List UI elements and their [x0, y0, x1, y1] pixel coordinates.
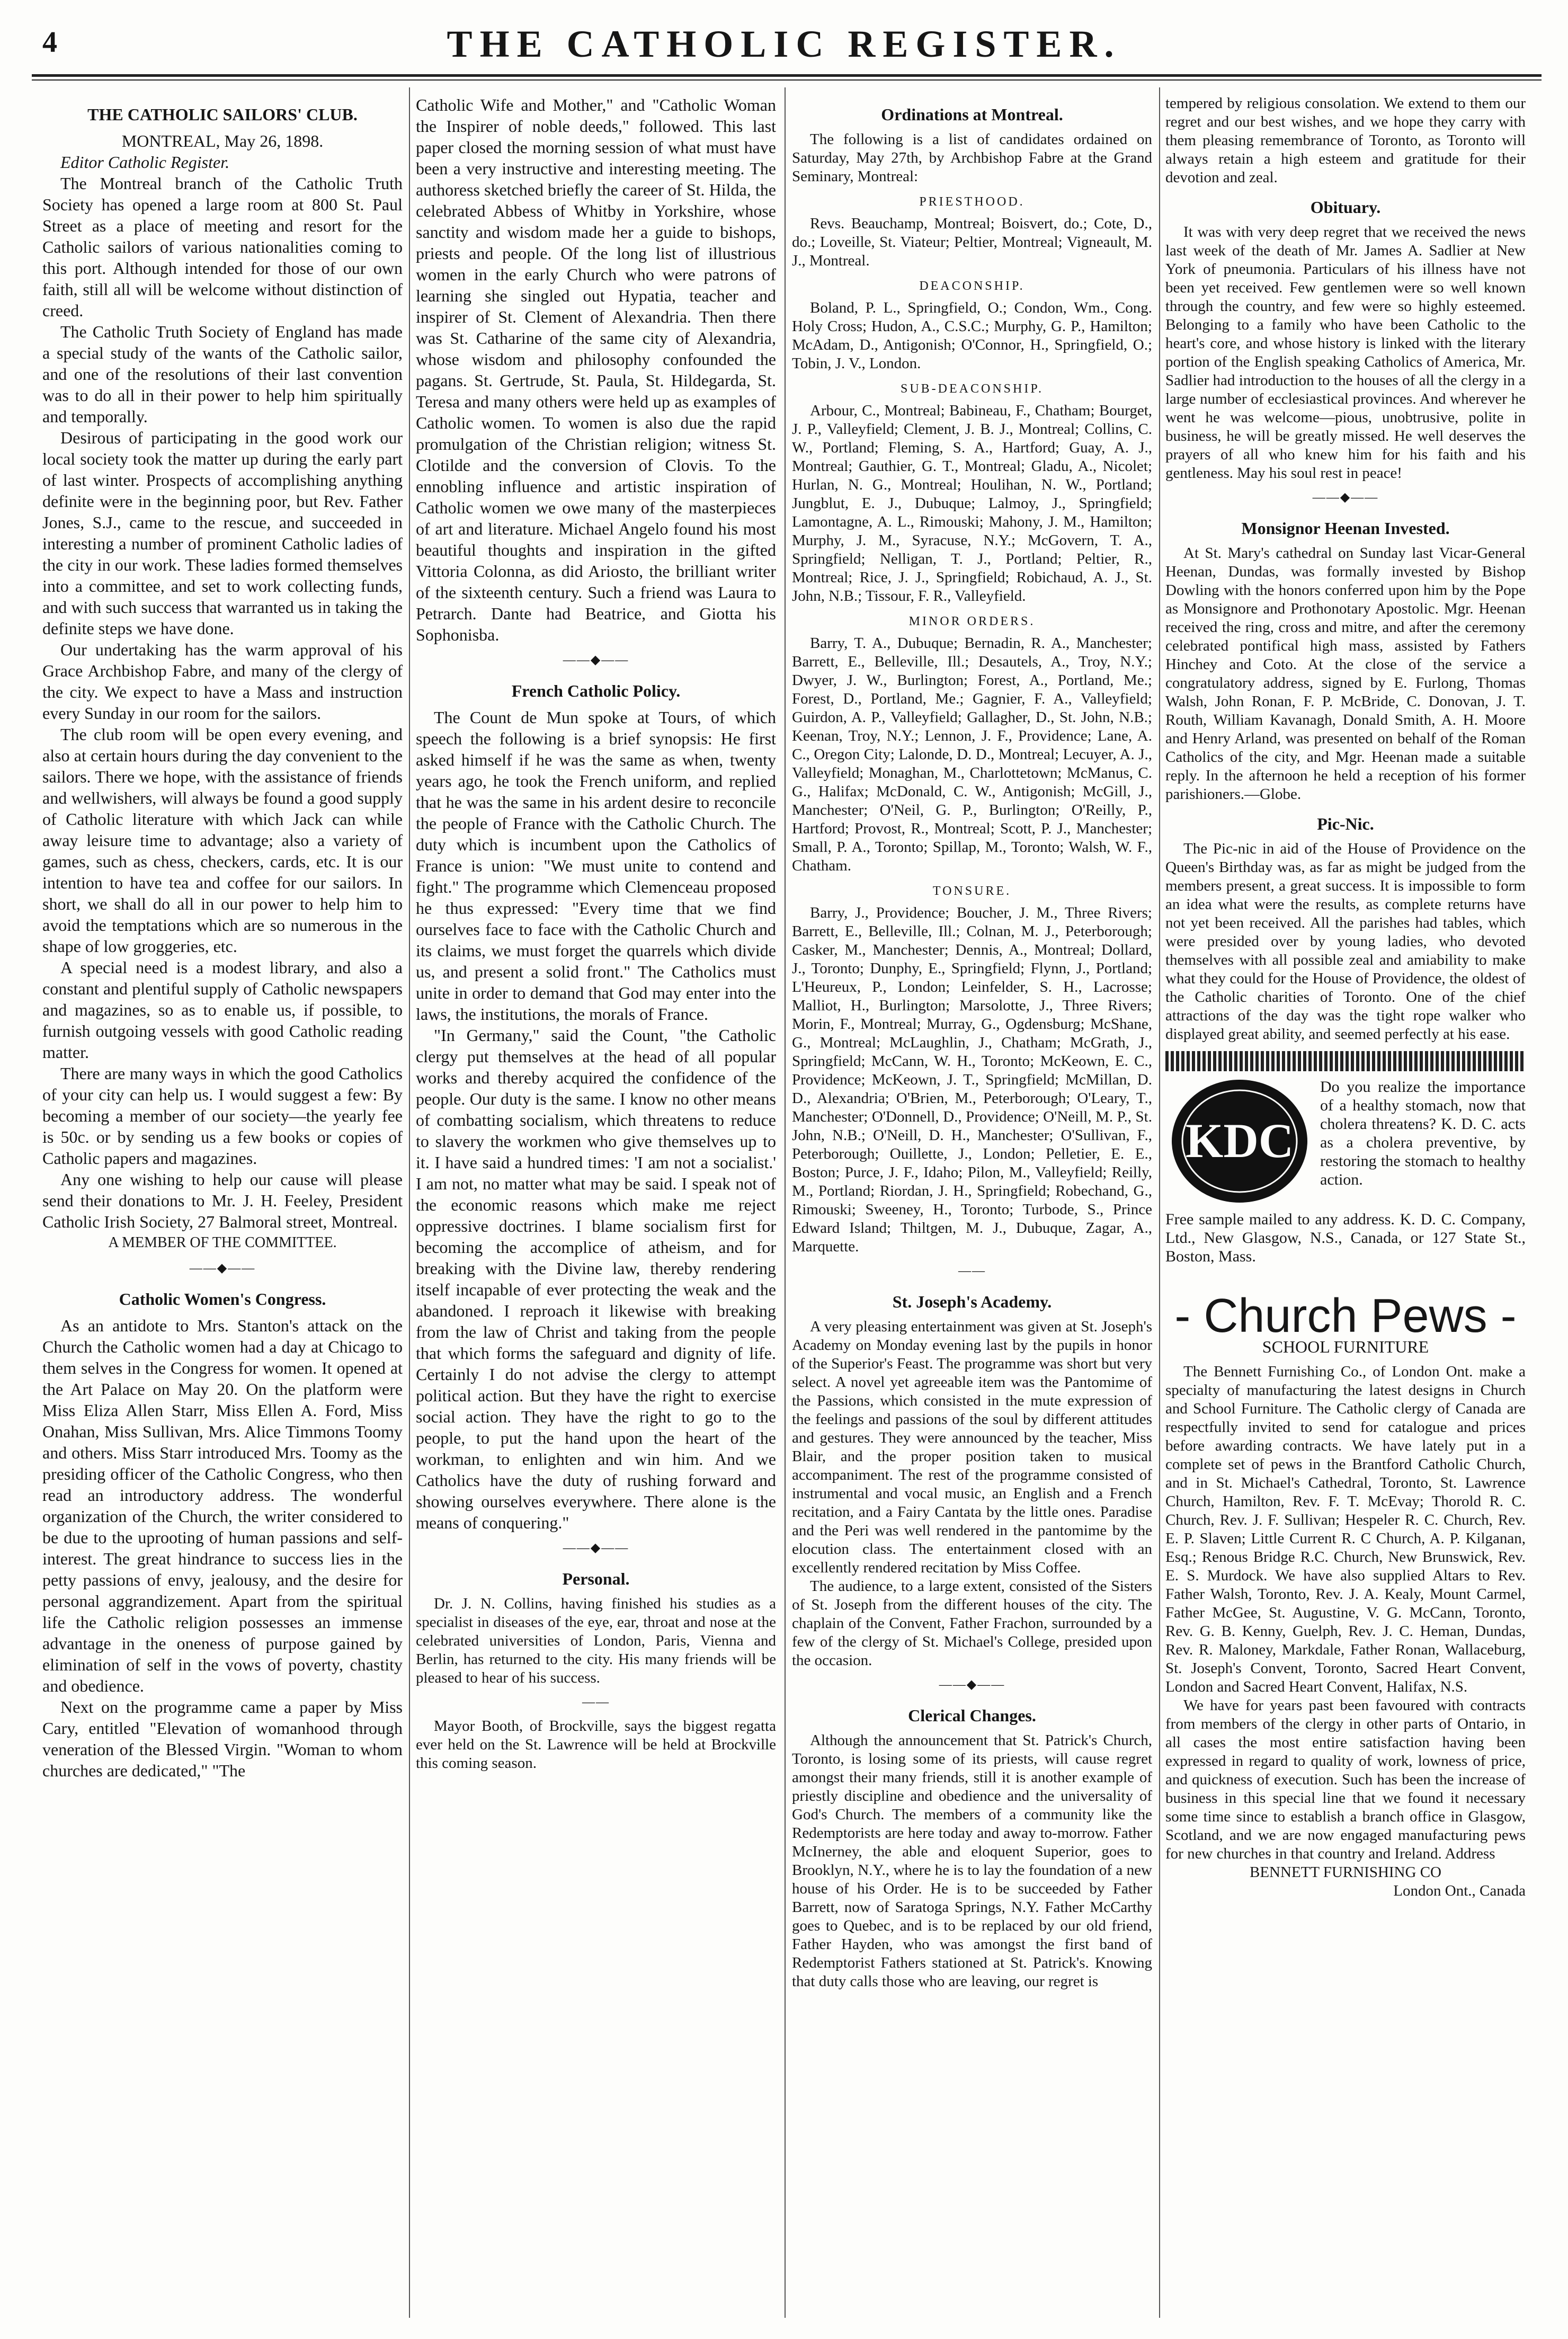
section-subheading: TONSURE.: [932, 884, 1012, 898]
decorative-band: [1165, 1051, 1526, 1071]
ad-address-name: BENNETT FURNISHING CO: [1250, 1864, 1441, 1881]
page-number: 4: [42, 26, 57, 59]
signature: A MEMBER OF THE COMMITTEE.: [108, 1234, 337, 1251]
newspaper-title: THE CATHOLIC REGISTER.: [447, 23, 1121, 65]
article-headline: Ordinations at Montreal.: [881, 105, 1063, 124]
paragraph: At St. Mary's cathedral on Sunday last Vicar-General Heenan, Dundas, was formally invested by Bishop Dowling with the honors conferred upon him by the Pope as Monsignore and Prothonotary Apostolic. Mgr. Heenan received the ring, cross and mitre, and after the ceremony celebrated pontifical high mass, assisted by Fathers Hinchey and Coto. At the close of the service a congratulatory address, signed by E. Furlong, Thomas Walsh, John Ronan, F. P. McBride, C. Donovan, J. T. Routh, William Kavanagh, Donald Smith, A. H. Moore and Henry Arland, was presented on behalf of the Roman Catholics of the city, and Mgr. Heenan made a suitable reply. In the afternoon he held a reception of his former parishioners.—Globe.: [1165, 545, 1526, 803]
kdc-ad-footer: Free sample mailed to any address. K. D. C. Company, Ltd., New Glasgow, N.S., Canada, or 127 State St., Boston, Mass.: [1165, 1211, 1526, 1265]
article-headline: Clerical Changes.: [908, 1706, 1036, 1725]
paragraph: The following is a list of candidates ordained on Saturday, May 27th, by Archbishop Fabre at the Grand Seminary, Montreal:: [792, 131, 1152, 185]
column-divider: [1159, 87, 1160, 2318]
article-headline: Monsignor Heenan Invested.: [1241, 519, 1450, 538]
column-2: [416, 94, 776, 2318]
paragraph: The Montreal branch of the Catholic Truth Society has opened a large room at 800 St. Paul Street as a place of meeting and resort for the Catholic sailors of various nationalities coming to this port. Although intended for those of our own faith, still all will be welcome without distinction of creed.: [42, 174, 403, 320]
section-divider: ——◆——: [1312, 491, 1379, 504]
kdc-logo-icon: [1170, 1078, 1310, 1205]
paragraph: "In Germany," said the Count, "the Catholic clergy put themselves at the head of all popular works and thereby acquired the confidence of the people. Our duty is the same. I know no other means of combatting socialism, which threatens to reduce to slavery the workmen who give themselves up to it. I have said a hundred times: 'I am not a socialist.' I am not, no matter what may be said. I speak not of the economic reasons which make me reject oppressive doctrines. I blame socialism first for becoming the accomplice of atheism, and for breaking with the Divine law, thereby rendering itself incapable of ever protecting the weak and the abandoned. I reproach it likewise with breaking from the law of Christ and taking from the people that which forms the safeguard and dignity of life. Certainly I do not advise the clergy to attempt political action. But they have the right to exercise social action. They have the right to go to the people, to put the hand upon the heart of the workman, to enlighten and win him. And we Catholics have the duty of rushing forward and showing ourselves everywhere. There alone is the means of conquering.": [416, 1026, 776, 1532]
paragraph: The Catholic Truth Society of England has made a special study of the wants of the Catholic sailor, and one of the resolutions of their last convention was to do all in their power to help him spiritually and temporally.: [42, 322, 403, 426]
masthead-rule: [32, 74, 1542, 77]
article-headline: Catholic Women's Congress.: [119, 1289, 326, 1309]
column-divider: [785, 87, 786, 2318]
kdc-advertisement: [1165, 1051, 1526, 1300]
paragraph: A very pleasing entertainment was given at St. Joseph's Academy on Monday evening last by the pupils in honor of the Superior's Feast. The programme was short but very select. A novel yet agreeable item was the Pantomime of the Passions, which consisted in the mute expression of the feelings and passions of the soul by different attitudes and gestures. They were announced by the teacher, Miss Blair, and the proper position taken to musical accompaniment. The rest of the programme consisted of instrumental and vocal music, an English and a French recitation, and a Fairy Cantata by the little ones. Paradise and the Peri was well rendered in the pantomime by the elocution class. The entertainment closed with an excellently rendered recitation by Miss Coffee.: [792, 1318, 1152, 1576]
paragraph: It was with very deep regret that we received the news last week of the death of Mr. James A. Sadlier at New York of pneumonia. Particulars of his illness have not been yet received. Few gentlemen were so well known through the country, and few were so highly esteemed. Belonging to a family who have been Catholic to the heart's core, and whose history is linked with the literary portion of the English speaking Catholics of America, Mr. Sadlier had introduction to the houses of all the clergy in a large number of ecclesiastical provinces. And wherever he went he was welcome—pious, unobtrusive, polite in business, he will be greatly missed. He well deserves the prayers of all who knew him for his faith and his gentleness. May his soul rest in peace!: [1165, 224, 1526, 482]
paragraph: The Count de Mun spoke at Tours, of which speech the following is a brief synopsis: He first asked himself if he was the same as when, twenty years ago, he took the French uniform, and replied that he was the same in his ardent desire to reconcile the people of France with the Catholic Church. The duty which is incumbent upon the Catholics of France is union: "We must unite to contend and fight." The programme which Clemenceau proposed he thus expressed: "Every time that we find ourselves face to face with the Catholic Church and its claims, we must forget the quarrels which divide us, and present a solid front." The Catholics must unite in order to demand that God may enter into the laws, the institutions, the morals of France.: [416, 708, 776, 1024]
paragraph: Our undertaking has the warm approval of his Grace Archbishop Fabre, and many of the clergy of the city. We expect to have a Mass and instruction every Sunday in our room for the sailors.: [42, 640, 403, 723]
paragraph: The club room will be open every evening, and also at certain hours during the day convenient to the sailors. There we hope, with the assistance of friends and wellwishers, will always be found a good supply of Catholic literature with which Jack can while away leisure time to advantage; also a variety of games, such as chess, checkers, cards, etc. It is our intention to have tea and coffee for our sailors. In short, we shall do all in our power to help him to avoid the temptations which are so numerous in the shape of low groggeries, etc.: [42, 725, 403, 956]
name-list: Barry, J., Providence; Boucher, J. M., Three Rivers; Barrett, E., Belleville, Ill.; Colnan, M. J., Peterborough; Casker, M., Manchester; Dennis, A., Montreal; Dollard, J., Toronto; Dunphy, E., Springfield; Flynn, J., Portland; L'Heureux, P., London; Leinfelder, S. H., Lacrosse; Malliot, H., Burlington; Marsolotte, J., Three Rivers; Morin, F., Montreal; Murray, G., Ogdensburg; McShane, G., Montreal; McLaughlin, J., Chatham; McGrath, J., Springfield; McCann, W. H., Toronto; McKeown, E. C., Providence; McKeown, J. T., Springfield; McMillan, D. D., Alexandria; O'Brien, M., Peterborough; O'Leary, T., Manchester; O'Donnell, D., Providence; O'Neill, M. P., St. John, N.B.; O'Neill, D. H., Manchester; O'Sullivan, F., Peterborough; Ouillette, J., London; Pelletier, E. E., Boston; Purce, J. F., Idaho; Pilon, M., Valleyfield; Reilly, M., Portland; Riordan, J. H., Springfield; Robechand, G., Rimouski; Sweeney, H., Toronto; Turbode, S., Prince Edward Island; Thiltgen, M. J., Dubuque, Zagar, A., Marquette.: [792, 904, 1152, 1255]
paragraph: There are many ways in which the good Catholics of your city can help us. I would suggest a few: By becoming a member of our society—the yearly fee is 50c. or by sending us a few books or copies of Catholic papers and magazines.: [42, 1064, 403, 1168]
paragraph: tempered by religious consolation. We extend to them our regret and our best wishes, and we hope they carry with them pleasing remembrance of Toronto, as Toronto will always retain a high esteem and gratitude for their devotion and zeal.: [1165, 95, 1526, 186]
article-headline: St. Joseph's Academy.: [892, 1292, 1052, 1311]
ad-paragraph: We have for years past been favoured with contracts from members of the clergy in other parts of Ontario, in all cases the most entire satisfaction having been expressed in regard to quality of work, lowness of price, and quickness of execution. Such has been the increase of business in this special line that we found it necessary some time since to establish a branch office in Glasgow, Scotland, and we are now engaged manufacturing pews for new churches in that country and Ireland. Address: [1165, 1697, 1526, 1862]
paragraph: Although the announcement that St. Patrick's Church, Toronto, is losing some of its priests, will cause regret amongst their many friends, still it is another example of priestly discipline and obedience and the universality of God's Church. The members of a community like the Redemptorists are here today and away to-morrow. Father McInerney, the able and eloquent Superior, goes to Brooklyn, N.Y., where he is to lay the foundation of a new house of his Order. He is to be succeeded by Father Barrett, now of Saratoga Springs, N.Y. Father McCarthy goes to Quebec, and is to be replaced by our old friend, Father Hayden, who was amongst the first band of Redemptorist Fathers stationed at St. Patrick's. Knowing that duty calls those who are leaving, our regret is: [792, 1732, 1152, 1990]
paragraph: A special need is a modest library, and also a constant and plentiful supply of Catholic newspapers and magazines, so as to enable us, if possible, to furnish outgoing vessels with good Catholic reading matter.: [42, 958, 403, 1062]
kdc-logo-text: KDC: [1185, 1114, 1294, 1168]
section-subheading: DEACONSHIP.: [919, 279, 1025, 293]
column-divider: [409, 87, 410, 2318]
name-list: Boland, P. L., Springfield, O.; Condon, Wm., Cong. Holy Cross; Hudon, A., C.S.C.; Murphy, G. P., Hamilton; McAdam, D., Antigonish; O'Connor, H., Springfield, O.; Tobin, J. V., London.: [792, 299, 1152, 372]
section-subheading: MINOR ORDERS.: [908, 615, 1036, 628]
church-pews-heading: - Church Pews -: [1174, 1289, 1517, 1342]
paragraph: Mayor Booth, of Brockville, says the biggest regatta ever held on the St. Lawrence will be held at Brockville this coming season.: [416, 1718, 776, 1772]
section-divider: ——◆——: [189, 1261, 256, 1275]
article-headline: THE CATHOLIC SAILORS' CLUB.: [87, 105, 358, 124]
masthead: [32, 21, 1536, 69]
section-subheading: SUB-DEACONSHIP.: [900, 382, 1044, 396]
column-1: [42, 94, 403, 2318]
section-divider: ——: [958, 1264, 986, 1278]
article-headline: Pic-Nic.: [1317, 814, 1374, 833]
article-headline: Obituary.: [1310, 198, 1381, 217]
paragraph: Catholic Wife and Mother," and "Catholic Woman the Inspirer of noble deeds," followed. This last paper closed the morning session of what must have been a very instructive and interesting meeting. The authoress sketched briefly the career of St. Hilda, the celebrated Abbess of Whitby in Yorkshire, whose sanctity and wisdom made her a guide to bishops, priests and people. Of the long list of illustrious women in the early Church who were patrons of learning she singled out Hypatia, teacher and inspirer of St. Clement of Alexandria. Then there was St. Catharine of the same city of Alexandria, whose wisdom and philosophy confounded the pagans. St. Gertrude, St. Paula, St. Hildegarda, St. Teresa and many others were held up as examples of Catholic women. To women is also due the rapid promulgation of the Christian religion; witness St. Clotilde and the conversion of Clovis. To the ennobling influence and artistic inspiration of Catholic women we owe many of the masterpieces of art and literature. Michael Angelo found his most beautiful thoughts and inspiration in the gifted Vittoria Colonna, as did Ariosto, the brilliant writer of the sixteenth century. Such a friend was Laura to Petrarch. Dante had Beatrice, and Giotta his Sophonisba.: [416, 95, 776, 644]
dateline: MONTREAL, May 26, 1898.: [121, 131, 324, 150]
column-4: [1165, 94, 1526, 2318]
section-divider: ——: [582, 1695, 610, 1709]
section-divider: ——◆——: [939, 1678, 1005, 1692]
name-list: Arbour, C., Montreal; Babineau, F., Chatham; Bourget, J. P., Valleyfield; Clement, J. B. J., Montreal; Collins, C. W., Portland; Fleming, S. A., Hartford; Guay, A. J., Montreal; Gauthier, G. T., Montreal; Gladu, A., Nicolet; Hurlan, N. G., Montreal; Houlihan, N. W., Portland; Jungblut, E. J., Dubuque; Lalmoy, J., Springfield; Lamontagne, A. L., Rimouski; Mahony, J. M., Hamilton; Murphy, J. M., Syracuse, N.Y.; McGovern, T. A., Springfield; Nelligan, T. J., Portland; Peltier, R., Montreal; Rice, J. J., Springfield; Robichaud, A. J., St. John, N.B.; Tissour, F. R., Valleyfield.: [792, 402, 1152, 604]
ad-paragraph: The Bennett Furnishing Co., of London Ont. make a specialty of manufacturing the latest designs in Church and School Furniture. The Catholic clergy of Canada are respectfully invited to send for catalogue and prices before awarding contracts. We have lately put in a complete set of pews in the Brantford Catholic Church, and in St. Michael's Cathedral, Toronto, St. Lawrence Church, Hamilton, Rev. F. T. McEvay; Thorold R. C. Church, Rev. J. F. Sullivan; Hespeler R. C. Church, Rev. E. P. Slaven; Little Current R. C Church, A. P. Kilganan, Esq.; Renous Bridge R.C. Church, New Brunswick, Rev. E. S. Murdock. We have also supplied Altars to Rev. Father Walsh, Toronto, Rev. J. A. Kealy, Mount Carmel, Father McGee, St. Augustine, V. G. McCann, Toronto, Rev. G. B. Kenny, Guelph, Rev. J. C. Heman, Dundas, Rev. R. Maloney, Markdale, Father Ronan, Wallaceburg, St. Joseph's Convent, Toronto, Sacred Heart Convent, London and Sacred Heart Convent, Halifax, N.S.: [1165, 1363, 1526, 1695]
paragraph: Desirous of participating in the good work our local society took the matter up during the early part of last winter. Prospects of accomplishing anything definite were in the beginning poor, but Rev. Father Jones, S.J., came to the rescue, and succeeded in interesting a number of prominent Catholic ladies of the city in our work. These ladies formed themselves into a committee, and set to work collecting funds, and with such success that warranted us in taking the definite steps we have done.: [42, 428, 403, 638]
paragraph: As an antidote to Mrs. Stanton's attack on the Church the Catholic women had a day at Chicago to them selves in the Congress for women. It opened at the Art Palace on May 20. On the platform were Miss Eliza Allen Starr, Miss Ellen A. Ford, Miss Onahan, Miss Sullivan, Mrs. Alice Timmons Toomy and others. Miss Starr introduced Mrs. Toomy as the presiding officer of the Catholic Congress, who then read an introductory address. The wonderful organization of the Church, the writer considered to be due to the uprooting of human passions and self-interest. The great hindrance to success lies in the petty passions of envy, jealousy, and the desire for personal aggrandizement. Apart from the spiritual life the Catholic religion possesses an immense advantage in the oneness of purpose gained by elimination of self in the vows of poverty, chastity and obedience.: [42, 1316, 403, 1695]
paragraph: The Pic-nic in aid of the House of Providence on the Queen's Birthday was, as far as might be judged from the members present, a great success. It is impossible to form an idea what were the results, as complete returns have not yet been received. All the parishes had tables, which were presided over by young ladies, who devoted themselves with all possible zeal and amiability to make what they could for the House of Providence, the oldest of the Catholic charities of Toronto. One of the chief attractions of the day was the tight rope walker who displayed great ability, and seemed perfectly at his ease.: [1165, 840, 1526, 1043]
paragraph: Dr. J. N. Collins, having finished his studies as a specialist in diseases of the eye, ear, throat and nose at the celebrated universities of London, Paris, Vienna and Berlin, has returned to the city. His many friends will be pleased to hear of his success.: [416, 1595, 776, 1686]
name-list: Barry, T. A., Dubuque; Bernadin, R. A., Manchester; Barrett, E., Belleville, Ill.; Desautels, A., Troy, N.Y.; Dwyer, J. W., Burlington; Forest, A., Portland, Me.; Forest, D., Portland, Me.; Gagnier, F. A., Valleyfield; Guirdon, A. P., Valleyfield; Gallagher, D., St. John, N.B.; Keenan, Troy, N.Y.; Lennon, J. F., Providence; Lane, A. C., Oregon City; Lalonde, D. D., Montreal; Lecuyer, A. J., Valleyfield; Monaghan, M., Charlottetown; McManus, C. G., Halifax; McDonald, C. W., Antigonish; McGill, J., Manchester; O'Neil, G. P., Burlington; O'Reilly, P., Hartford; Provost, R., Montreal; Scott, P. J., Manchester; Small, P. A., Toronto; Spillap, M., Toronto; Walsh, W. F., Chatham.: [792, 635, 1152, 874]
ad-subheading: SCHOOL FURNITURE: [1262, 1337, 1429, 1356]
article-headline: French Catholic Policy.: [511, 681, 681, 700]
article-headline: Personal.: [562, 1569, 630, 1588]
section-subheading: PRIESTHOOD.: [919, 195, 1025, 209]
name-list: Revs. Beauchamp, Montreal; Boisvert, do.; Cote, D., do.; Loveille, St. Viateur; Peltier, Montreal; Vigneault, M. J., Montreal.: [792, 215, 1152, 269]
paragraph: Next on the programme came a paper by Miss Cary, entitled "Elevation of womanhood through veneration of the Blessed Virgin. "Woman to whom churches are dedicated," "The: [42, 1697, 403, 1780]
section-divider: ——◆——: [563, 653, 629, 667]
column-3: [792, 94, 1152, 2318]
paragraph: The audience, to a large extent, consisted of the Sisters of St. Joseph from the different houses of the city. The chaplain of the Convent, Father Frachon, surrounded by a few of the clergy of St. Michael's College, presided upon the occasion.: [792, 1578, 1152, 1669]
salutation: Editor Catholic Register.: [60, 153, 230, 172]
ad-address-city: London Ont., Canada: [1393, 1882, 1526, 1899]
section-divider: ——◆——: [563, 1541, 629, 1555]
paragraph: Any one wishing to help our cause will please send their donations to Mr. J. H. Feeley, President Catholic Irish Society, 27 Balmoral street, Montreal.: [42, 1170, 403, 1231]
masthead-rule-thin: [32, 79, 1542, 81]
kdc-ad-text: Do you realize the importance of a healthy stomach, now that cholera threatens? K. D. C. acts as a cholera preventive, by restoring the stomach to healthy action.: [1320, 1078, 1526, 1188]
